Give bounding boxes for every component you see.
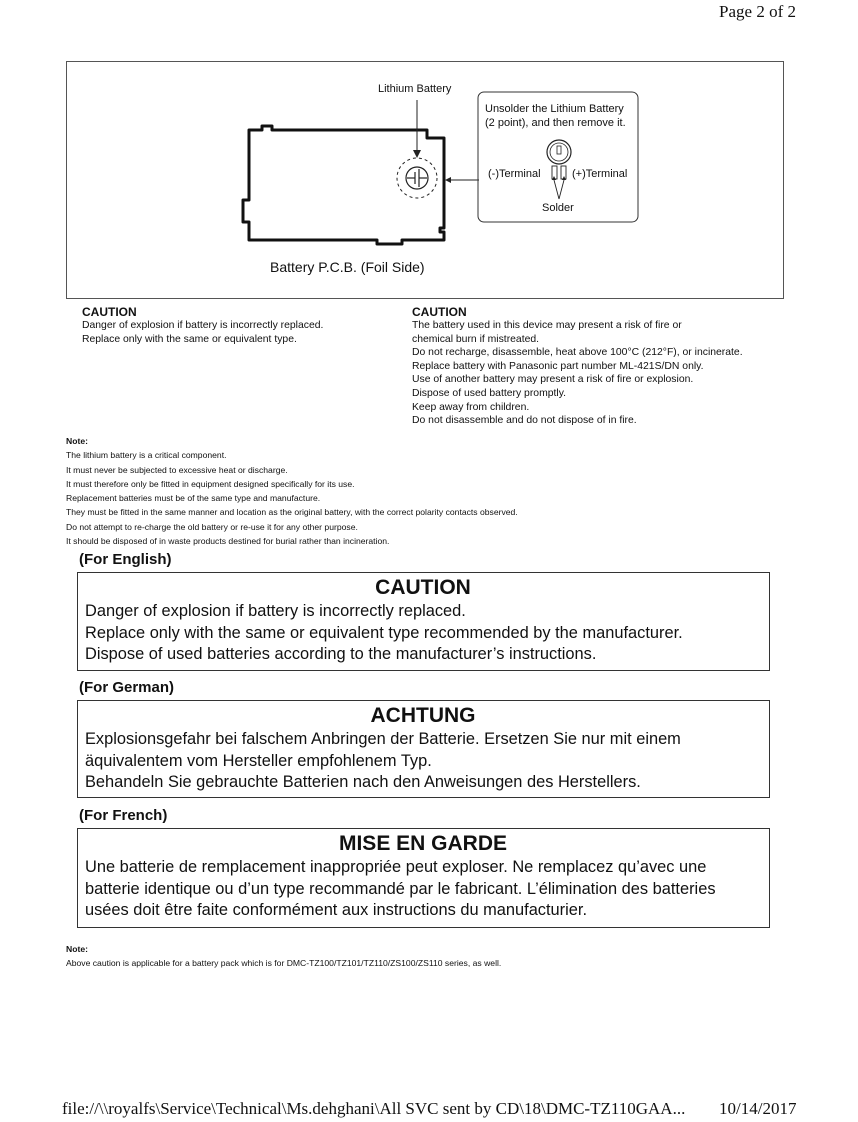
caution-right-line: Do not recharge, disassemble, heat above 100°C (212°F), or incinerate. [412, 347, 743, 359]
english-label: (For English) [79, 551, 172, 568]
german-caution-title: ACHTUNG [370, 704, 476, 727]
german-label: (For German) [79, 679, 175, 696]
french-label: (For French) [79, 807, 168, 824]
note-line: Do not attempt to re-charge the old battery or re-use it for any other purpose. [66, 521, 358, 532]
caution-right-line: Keep away from children. [412, 401, 530, 413]
caution-left [82, 305, 323, 346]
english-caution-title: CAUTION [375, 576, 471, 599]
caution-left-line: Replace only with the same or equivalent type. [82, 333, 297, 345]
note-line: The lithium battery is a critical component. [66, 450, 227, 461]
footer-date: 10/14/2017 [719, 1099, 797, 1118]
instruction-line-2: (2 point), and then remove it. [485, 117, 626, 129]
caution-right-line: Do not disassemble and do not dispose of in fire. [412, 415, 637, 427]
note-line: It must never be subjected to excessive heat or discharge. [66, 464, 288, 475]
negative-terminal-label: (-)Terminal [488, 168, 541, 180]
english-caution-line: Danger of explosion if battery is incorrectly replaced. [85, 602, 466, 620]
caution-right-line: Replace battery with Panasonic part number ML-421S/DN only. [412, 360, 704, 372]
french-caution-title: MISE EN GARDE [338, 832, 508, 855]
applicability-note [66, 942, 501, 970]
instruction-line-1: Unsolder the Lithium Battery [485, 103, 624, 115]
caution-right-line: Dispose of used battery promptly. [412, 387, 567, 399]
french-caution-line: usées doit être faite conformément aux instructions du manufacturier. [85, 901, 587, 919]
note-heading: Note: [66, 436, 88, 446]
german-caution-line: äquivalentem vom Hersteller empfohlenem Typ. [85, 751, 432, 770]
caution-right-heading: CAUTION [412, 305, 467, 319]
french-caution-box [77, 828, 770, 928]
english-caution-line: Replace only with the same or equivalent type recommended by the manufacturer. [85, 623, 683, 642]
german-caution-line: Behandeln Sie gebrauchte Batterien nach den Anweisungen des Herstellers. [85, 773, 641, 791]
note-heading: Note: [66, 944, 88, 954]
page-number: Page 2 of 2 [719, 2, 796, 21]
note-line: It should be disposed of in waste products destined for burial rather than incineration. [66, 536, 390, 547]
coin-cell [547, 140, 571, 164]
english-caution-line: Dispose of used batteries according to the manufacturer’s instructions. [85, 645, 597, 663]
battery-diagram [66, 61, 784, 299]
french-caution-line: batterie identique ou d’un type recommandé par le fabricant. L’élimination des batteries [85, 879, 716, 898]
lithium-note [66, 434, 518, 548]
pcb-label: Battery P.C.B. (Foil Side) [270, 259, 425, 275]
caution-left-heading: CAUTION [82, 305, 137, 319]
positive-terminal-label: (+)Terminal [572, 168, 628, 180]
english-caution-box [77, 572, 770, 671]
note-line: Replacement batteries must be of the same type and manufacture. [66, 493, 321, 504]
footer-file-path: file://\\royalfs\Service\Technical\Ms.dehghani\All SVC sent by CD\18\DMC-TZ110GAA... [62, 1099, 686, 1118]
french-caution-line: Une batterie de remplacement inappropriée peut exploser. Ne remplacez qu’avec une [85, 858, 707, 876]
battery-pcb-drawing [67, 62, 785, 300]
note-line: It must therefore only be fitted in equipment designed specifically for its use. [66, 478, 355, 489]
lithium-battery-label: Lithium Battery [378, 83, 452, 95]
caution-right-line: chemical burn if mistreated. [412, 333, 540, 345]
caution-right-line: Use of another battery may present a risk of fire or explosion. [412, 374, 694, 386]
caution-right-line: The battery used in this device may present a risk of fire or [412, 320, 682, 331]
note-text: Above caution is applicable for a battery pack which is for DMC-TZ100/TZ101/TZ110/ZS100/ZS110 series, as well. [66, 958, 502, 968]
note-line: They must be fitted in the same manner and location as the original battery, with the correct polarity contacts observed. [66, 507, 518, 518]
caution-left-line: Danger of explosion if battery is incorrectly replaced. [82, 320, 324, 331]
solder-label: Solder [542, 202, 574, 214]
caution-right [412, 305, 743, 428]
german-caution-line: Explosionsgefahr bei falschem Anbringen der Batterie. Ersetzen Sie nur mit einem [85, 730, 681, 748]
german-caution-box [77, 700, 770, 798]
